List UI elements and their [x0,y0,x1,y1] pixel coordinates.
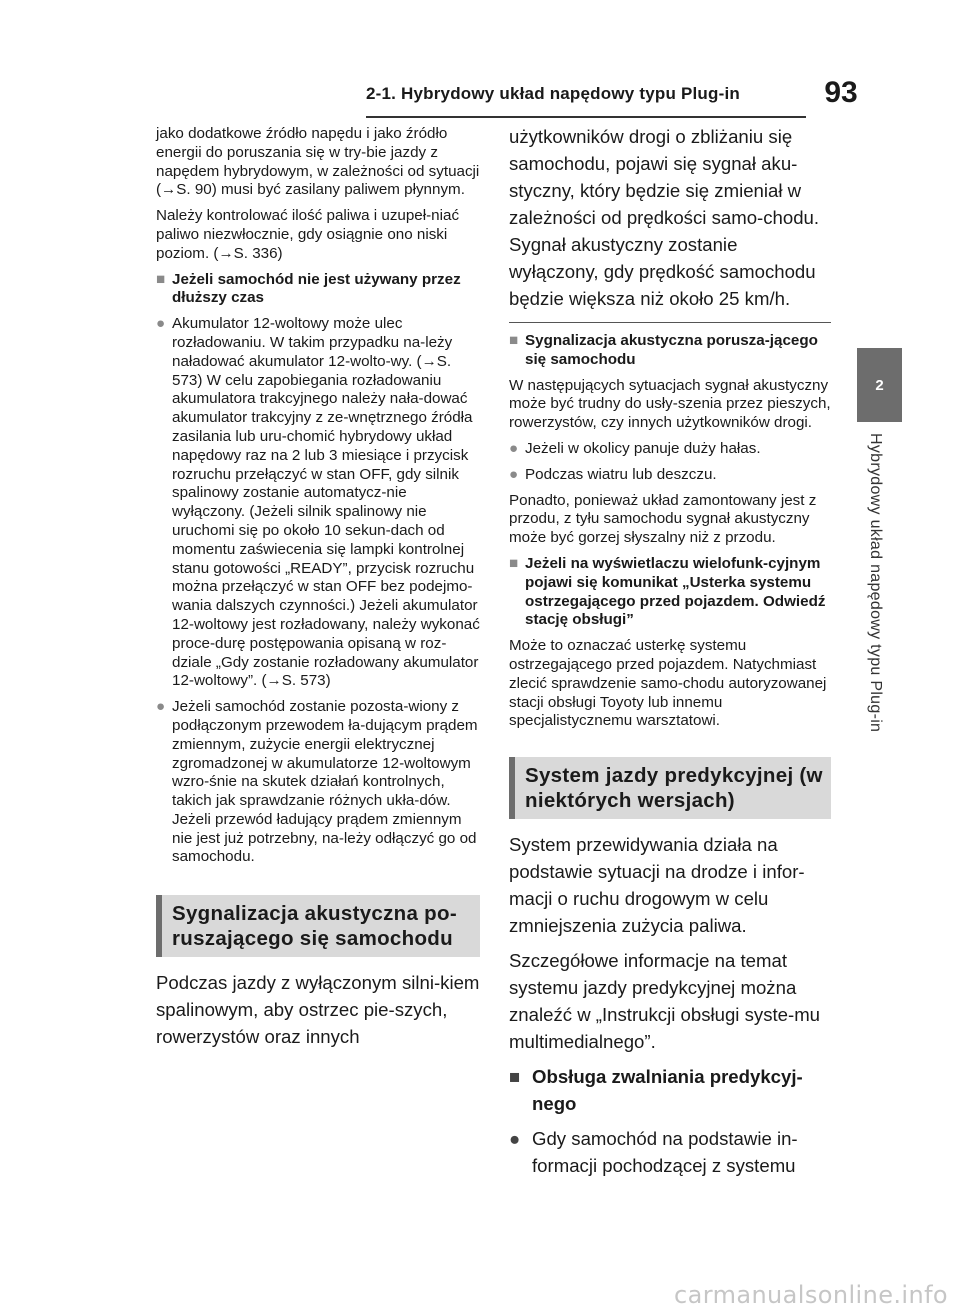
page-number: 93 [824,76,858,109]
bullet-item [509,466,831,485]
circle-bullet-icon: ● [156,698,166,716]
paragraph: System przewidywania działa na podstawie sytuacji na drodze i infor-macji o ruchu drogowym w celu zmniejszenia zużycia paliwa. [509,834,805,937]
bullet-text: Gdy samochód na podstawie in-formacji pochodzącej z systemu [532,1128,798,1177]
paragraph: użytkowników drogi o zbliżaniu się samochodu, pojawi się sygnał aku-styczny, który będzie się zmieniał w zależności od prędkości samo-chodu. Sygnał akustyczny zostanie wyłączony, gdy prędkość samochodu będzie większa niż około 25 km/h. [509,126,820,309]
heading-text: Jeżeli samochód nie jest używany przez dłuższy czas [172,270,461,307]
bullet-text: Jeżeli samochód zostanie pozosta-wiony z podłączonym przewodem ła-dującym prądem zmiennym, zużycie energii elektrycznej zgromadzonej w akumulatorze 12-woltowym wzro-śnie na skutek działań kontrolnych, takich jak sprawdzanie różnych ukła-dów. Jeżeli przewód ładujący prądem zmiennym nie jest już potrzebny, na-leży odłączyć go od samochodu. [172,698,478,866]
section-heading [156,271,480,309]
section-banner: System jazdy predykcyjnej (w niektórych wersjach) [509,757,831,819]
bullet-item [156,698,480,867]
section-heading [509,555,831,630]
square-bullet-icon: ■ [509,554,519,572]
circle-bullet-icon: ● [509,439,519,457]
watermark: carmanualsonline.info [674,1281,948,1309]
circle-bullet-icon: ● [509,465,519,483]
chapter-title: 2-1. Hybrydowy układ napędowy typu Plug-in [366,84,740,103]
bullet-text: Podczas wiatru lub deszczu. [525,465,717,483]
circle-bullet-icon: ● [156,315,166,333]
bullet-item [156,315,480,691]
paragraph: jako dodatkowe źródło napędu i jako źródło energii do poruszania się w try-bie jazdy z napędem hybrydowym, w zależności od sytuacji (→S. 90) musi być zasilany paliwem płynnym. [156,125,480,199]
chapter-side-label: Hybrydowy układ napędowy typu Plug-in [867,433,884,733]
section-heading [509,332,831,370]
left-column [156,125,480,1058]
paragraph: Podczas jazdy z wyłączonym silni-kiem spalinowym, aby ostrzec pie-szych, rowerzystów oraz innych [156,972,480,1048]
square-bullet-icon: ■ [509,1066,521,1088]
bullet-item [509,440,831,459]
circle-bullet-icon: ● [509,1128,521,1150]
heading-text: Obsługa zwalniania predykcyj-nego [532,1066,803,1115]
paragraph: Może to oznaczać usterkę systemu ostrzegającego przed pojazdem. Natychmiast zlecić sprawdzenie samo-chodu autoryzowanej stacji obsługi Toyoty lub innemu specjalistycznemu warsztatowi. [509,637,827,730]
right-column [509,125,831,1187]
heading-text: Jeżeli na wyświetlaczu wielofunk-cyjnym pojawi się komunikat „Usterka systemu ostrzegającego przed pojazdem. Odwiedź stację obsługi” [525,554,826,629]
paragraph: W następujących sytuacjach sygnał akustyczny może być trudny do usły-szenia przez pieszych, rowerzystów, czy innych użytkowników drogi. [509,376,831,432]
bullet-text: Akumulator 12-woltowy może ulec rozładowaniu. W takim przypadku na-leży naładować akumulator 12-wolto-wy. (→S. 573) W celu zapobiegania rozładowaniu akumulatora trakcyjnego należy nała-dować akumulator trakcyjny z ze-wnętrznego źródła zasilania lub uru-chomić hybrydowy układ napędowy raz na 2 lub 3 miesiące i przycisk rozruchu przełączyć w stan OFF, gdy silnik spalinowy zostanie automatycz-nie wyłączony. (Jeżeli silnik spalinowy nie uruchomi się po około 10 sekun-dach od momentu zaświecenia się lampki kontrolnej stanu gotowości „READY”, przycisk rozruchu można przełączyć w stan OFF bez podejmo-wania dalszych czynności.) Jeżeli akumulator 12-woltowy jest rozładowany, należy wykonać proce-durę postępowania opisaną w roz-dziale „Gdy zostanie rozładowany akumulator 12-woltowy”. (→S. 573) [172,315,480,690]
square-bullet-icon: ■ [509,332,519,349]
bullet-item [509,1125,831,1179]
paragraph: Ponadto, ponieważ układ zamontowany jest z przodu, z tyłu samochodu sygnał akustyczny może być gorzej słyszalny niż z przodu. [509,491,817,547]
paragraph: Szczegółowe informacje na temat systemu jazdy predykcyjnej można znaleźć w „Instrukcji obsługi syste-mu multimedialnego”. [509,950,821,1053]
heading-text: Sygnalizacja akustyczna porusza-jącego się samochodu [525,332,818,368]
chapter-tab[interactable]: 2 [857,348,902,422]
square-bullet-icon: ■ [156,270,166,288]
section-divider [509,322,831,323]
bullet-text: Jeżeli w okolicy panuje duży hałas. [525,439,761,457]
header-rule [366,116,806,118]
paragraph: Należy kontrolować ilość paliwa i uzupeł-niać paliwo niezwłocznie, gdy osiągnie ono niski poziom. (→S. 336) [156,207,460,262]
section-banner: Sygnalizacja akustyczna po-ruszającego się samochodu [156,895,480,957]
section-heading [509,1063,831,1117]
